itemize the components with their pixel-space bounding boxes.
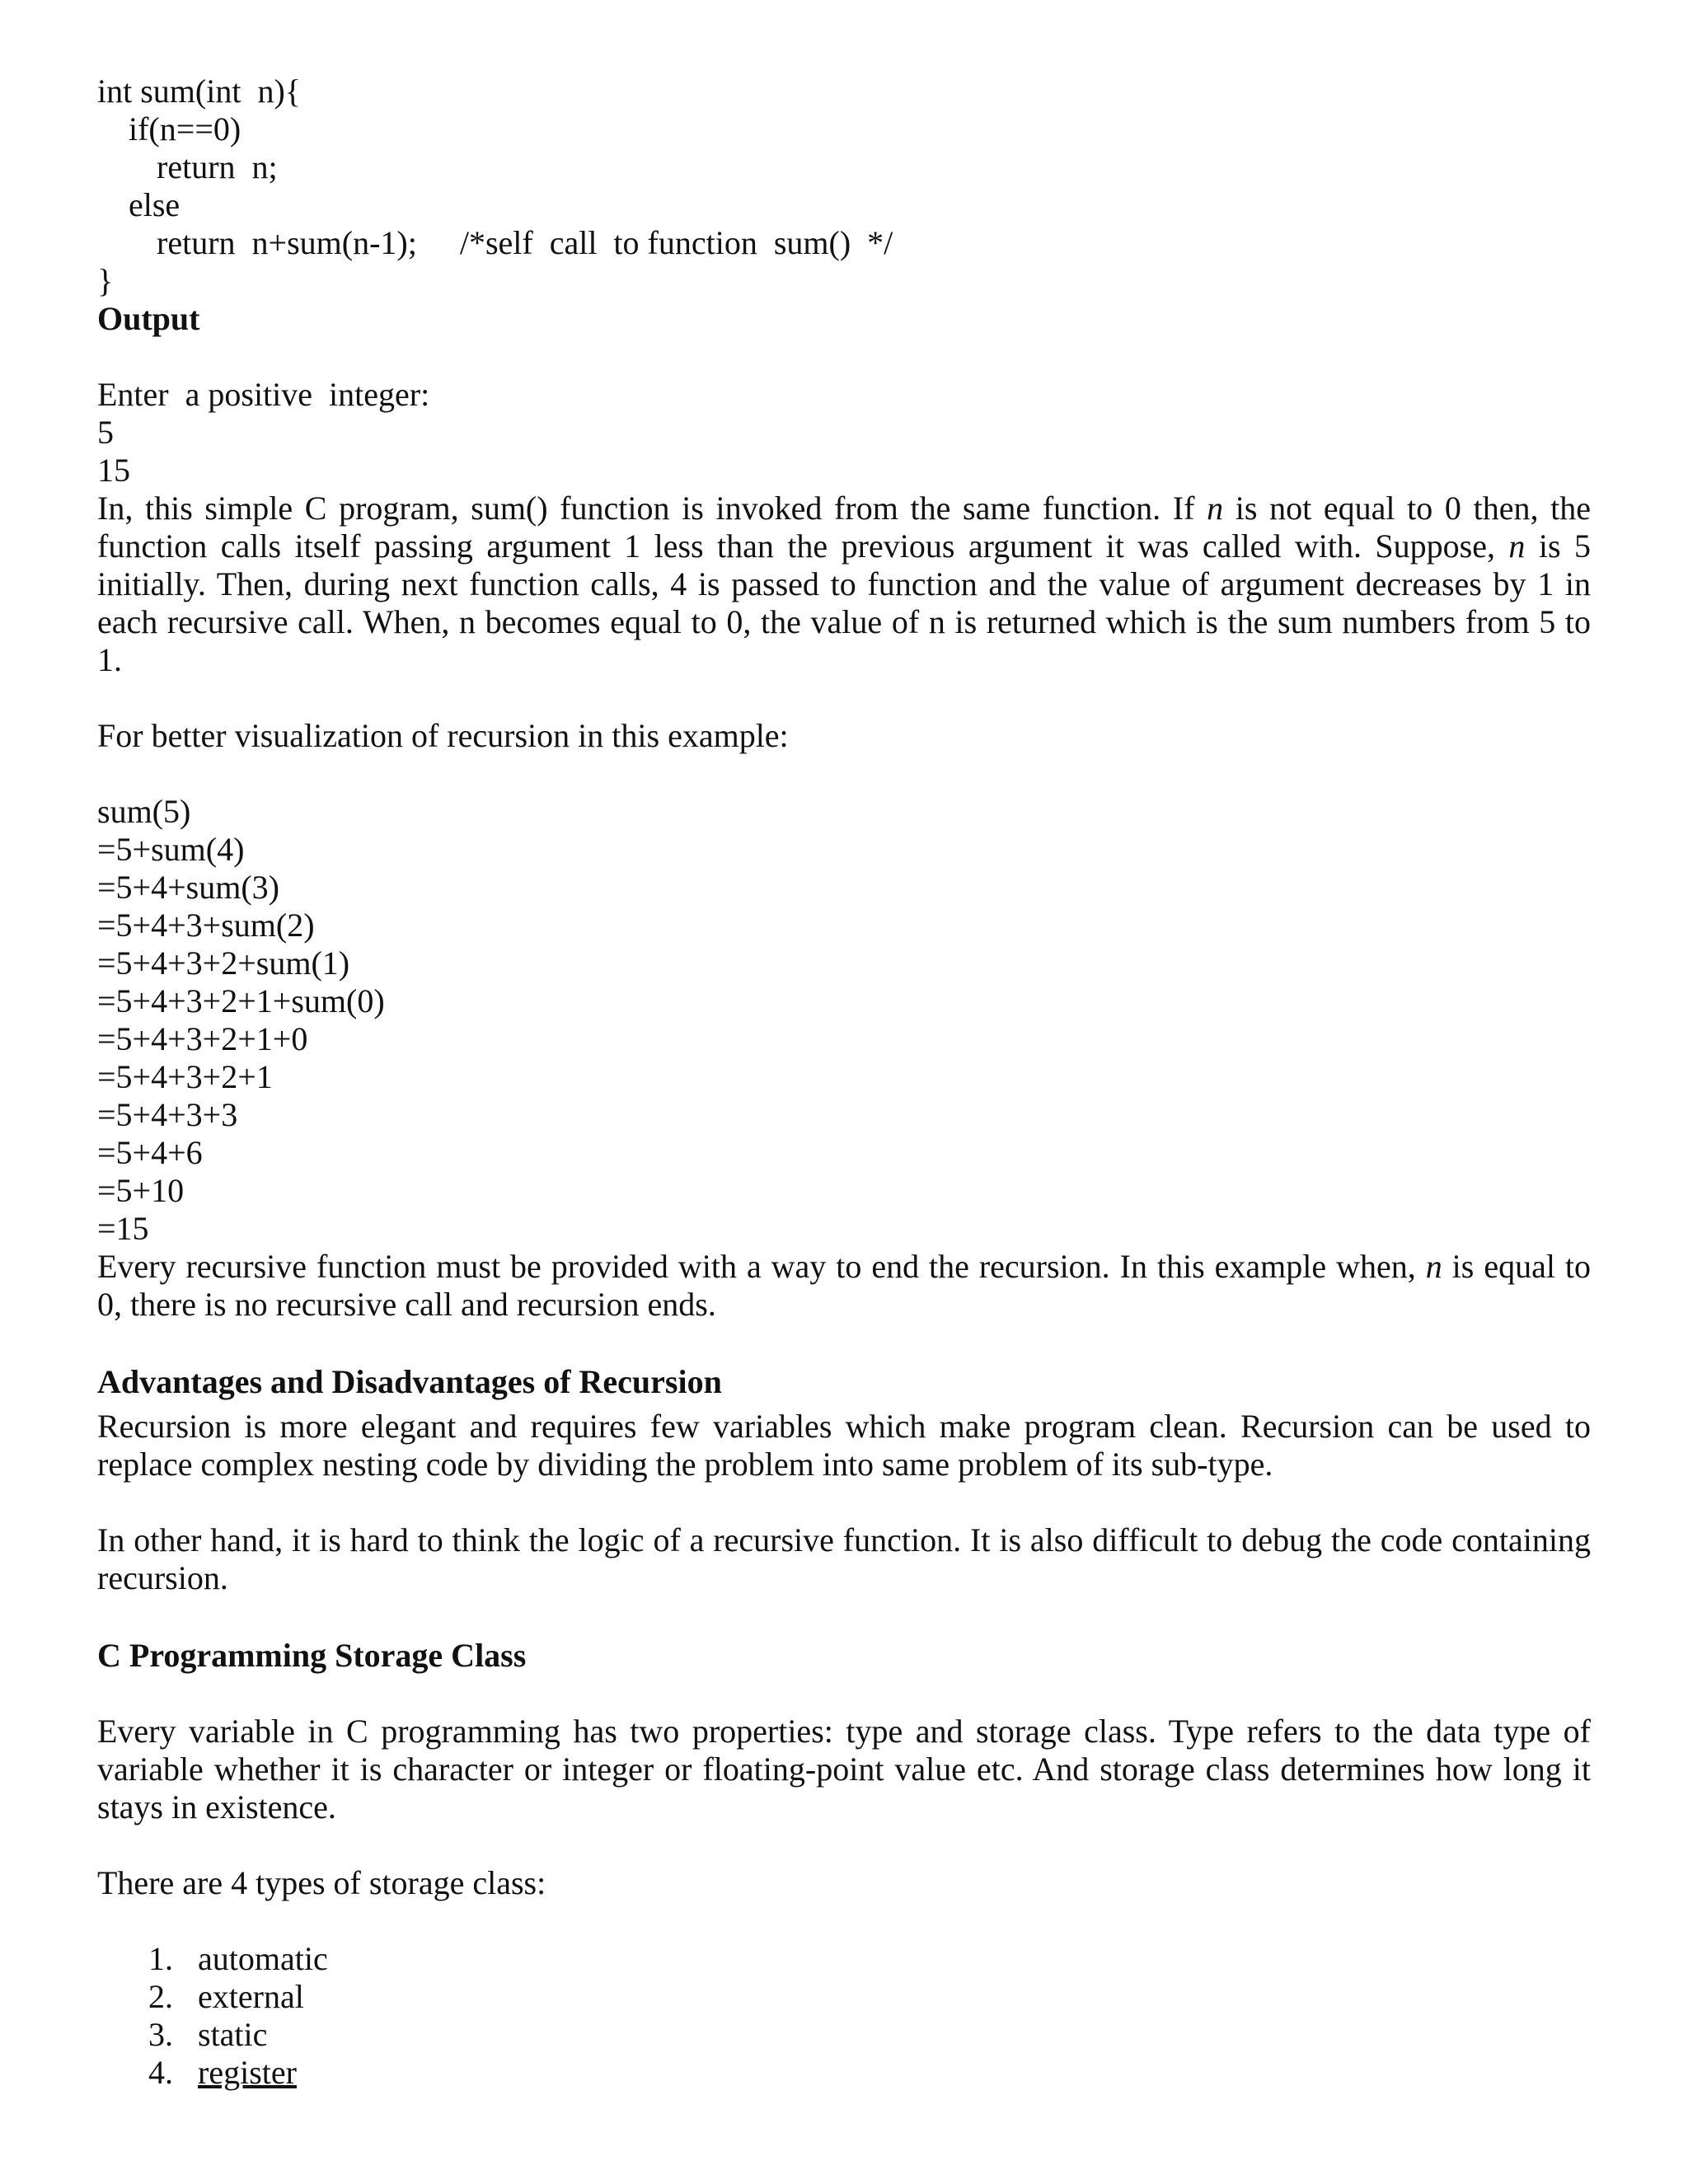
- explanation-paragraph: [97, 490, 1591, 679]
- storage-class-list: [97, 1940, 1591, 2092]
- advantages-heading: Advantages and Disadvantages of Recursion: [97, 1363, 722, 1400]
- visualization-step: =5+4+6: [97, 1134, 203, 1171]
- visualization-step: =5+4+sum(3): [97, 869, 279, 906]
- list-item-label: external: [198, 1978, 304, 2015]
- storage-class-heading: C Programming Storage Class: [97, 1637, 527, 1674]
- visualization-step: =5+4+3+3: [97, 1096, 238, 1133]
- storage-class-paragraph: Every variable in C programming has two properties: type and storage class. Type refers to the data type of variable whether it is character or integer or floating-point value etc. And storage class determines how long it stays in existence.: [97, 1713, 1591, 1825]
- list-number: 4.: [148, 2054, 173, 2091]
- register-link[interactable]: register: [198, 2054, 297, 2091]
- explanation-text: is not equal to 0 then, the function calls itself passing argument 1 less than the previous argument it was called with. Suppose,: [97, 490, 1591, 565]
- list-number: 1.: [148, 1940, 173, 1977]
- code-line: int sum(int n){: [97, 73, 301, 110]
- variable-n: n: [1207, 490, 1224, 527]
- output-prompt: Enter a positive integer:: [97, 376, 430, 413]
- output-heading: Output: [97, 300, 200, 337]
- list-item-label: static: [198, 2016, 268, 2053]
- list-item: [97, 1978, 1591, 2016]
- visualization-step: =5+4+3+2+1+0: [97, 1020, 308, 1057]
- output-result: 15: [97, 452, 130, 489]
- code-block: [97, 73, 1591, 300]
- visualization-step: =15: [97, 1210, 149, 1247]
- list-item-label: automatic: [198, 1940, 328, 1977]
- visualization-step: =5+10: [97, 1172, 185, 1209]
- recursion-visualization: [97, 793, 1591, 1248]
- visualization-step: =5+4+3+2+sum(1): [97, 944, 350, 982]
- document-page: [97, 73, 1591, 2092]
- disadvantages-paragraph: In other hand, it is hard to think the logic of a recursive function. It is also difficult to debug the code containing recursion.: [97, 1521, 1591, 1596]
- explanation-text: is 5 initially. Then, during next function calls, 4 is passed to function and the value of argument decreases by 1 in each recursive call. When, n becomes equal to 0, the value of n is returned which is the sum numbers from 5 to 1.: [97, 527, 1591, 678]
- explanation-text: In, this simple C program, sum() function is invoked from the same function. If: [97, 490, 1207, 527]
- visualization-step: =5+sum(4): [97, 831, 245, 868]
- list-item: [97, 1940, 1591, 1978]
- storage-types-intro: There are 4 types of storage class:: [97, 1864, 546, 1901]
- visualization-step: =5+4+3+sum(2): [97, 907, 315, 944]
- code-line: }: [97, 262, 114, 299]
- visualization-step: sum(5): [97, 793, 191, 830]
- code-comment: /*self call to function sum() */: [459, 224, 893, 261]
- code-statement: return n+sum(n-1);: [157, 224, 417, 261]
- ending-text: Every recursive function must be provided with a way to end the recursion. In this example when,: [97, 1248, 1426, 1285]
- list-item: [97, 2016, 1591, 2054]
- visualization-step: =5+4+3+2+1: [97, 1058, 273, 1095]
- list-item: [97, 2054, 1591, 2092]
- visualization-intro: For better visualization of recursion in this example:: [97, 717, 789, 754]
- ending-text: is equal to 0, there is no recursive call and recursion ends.: [97, 1248, 1592, 1323]
- variable-n: n: [1425, 1248, 1442, 1285]
- advantages-paragraph: Recursion is more elegant and requires few variables which make program clean. Recursion can be used to replace complex nesting code by dividing the problem into same problem of its sub-type.: [97, 1408, 1591, 1483]
- code-line: [97, 224, 1591, 262]
- code-line: if(n==0): [129, 110, 241, 148]
- code-line: return n;: [157, 148, 278, 185]
- list-number: 2.: [148, 1978, 173, 2015]
- code-line: else: [129, 186, 181, 223]
- visualization-step: =5+4+3+2+1+sum(0): [97, 982, 385, 1019]
- list-number: 3.: [148, 2016, 173, 2053]
- output-input-value: 5: [97, 414, 114, 451]
- recursion-ending-paragraph: [97, 1248, 1591, 1324]
- variable-n: n: [1508, 527, 1526, 565]
